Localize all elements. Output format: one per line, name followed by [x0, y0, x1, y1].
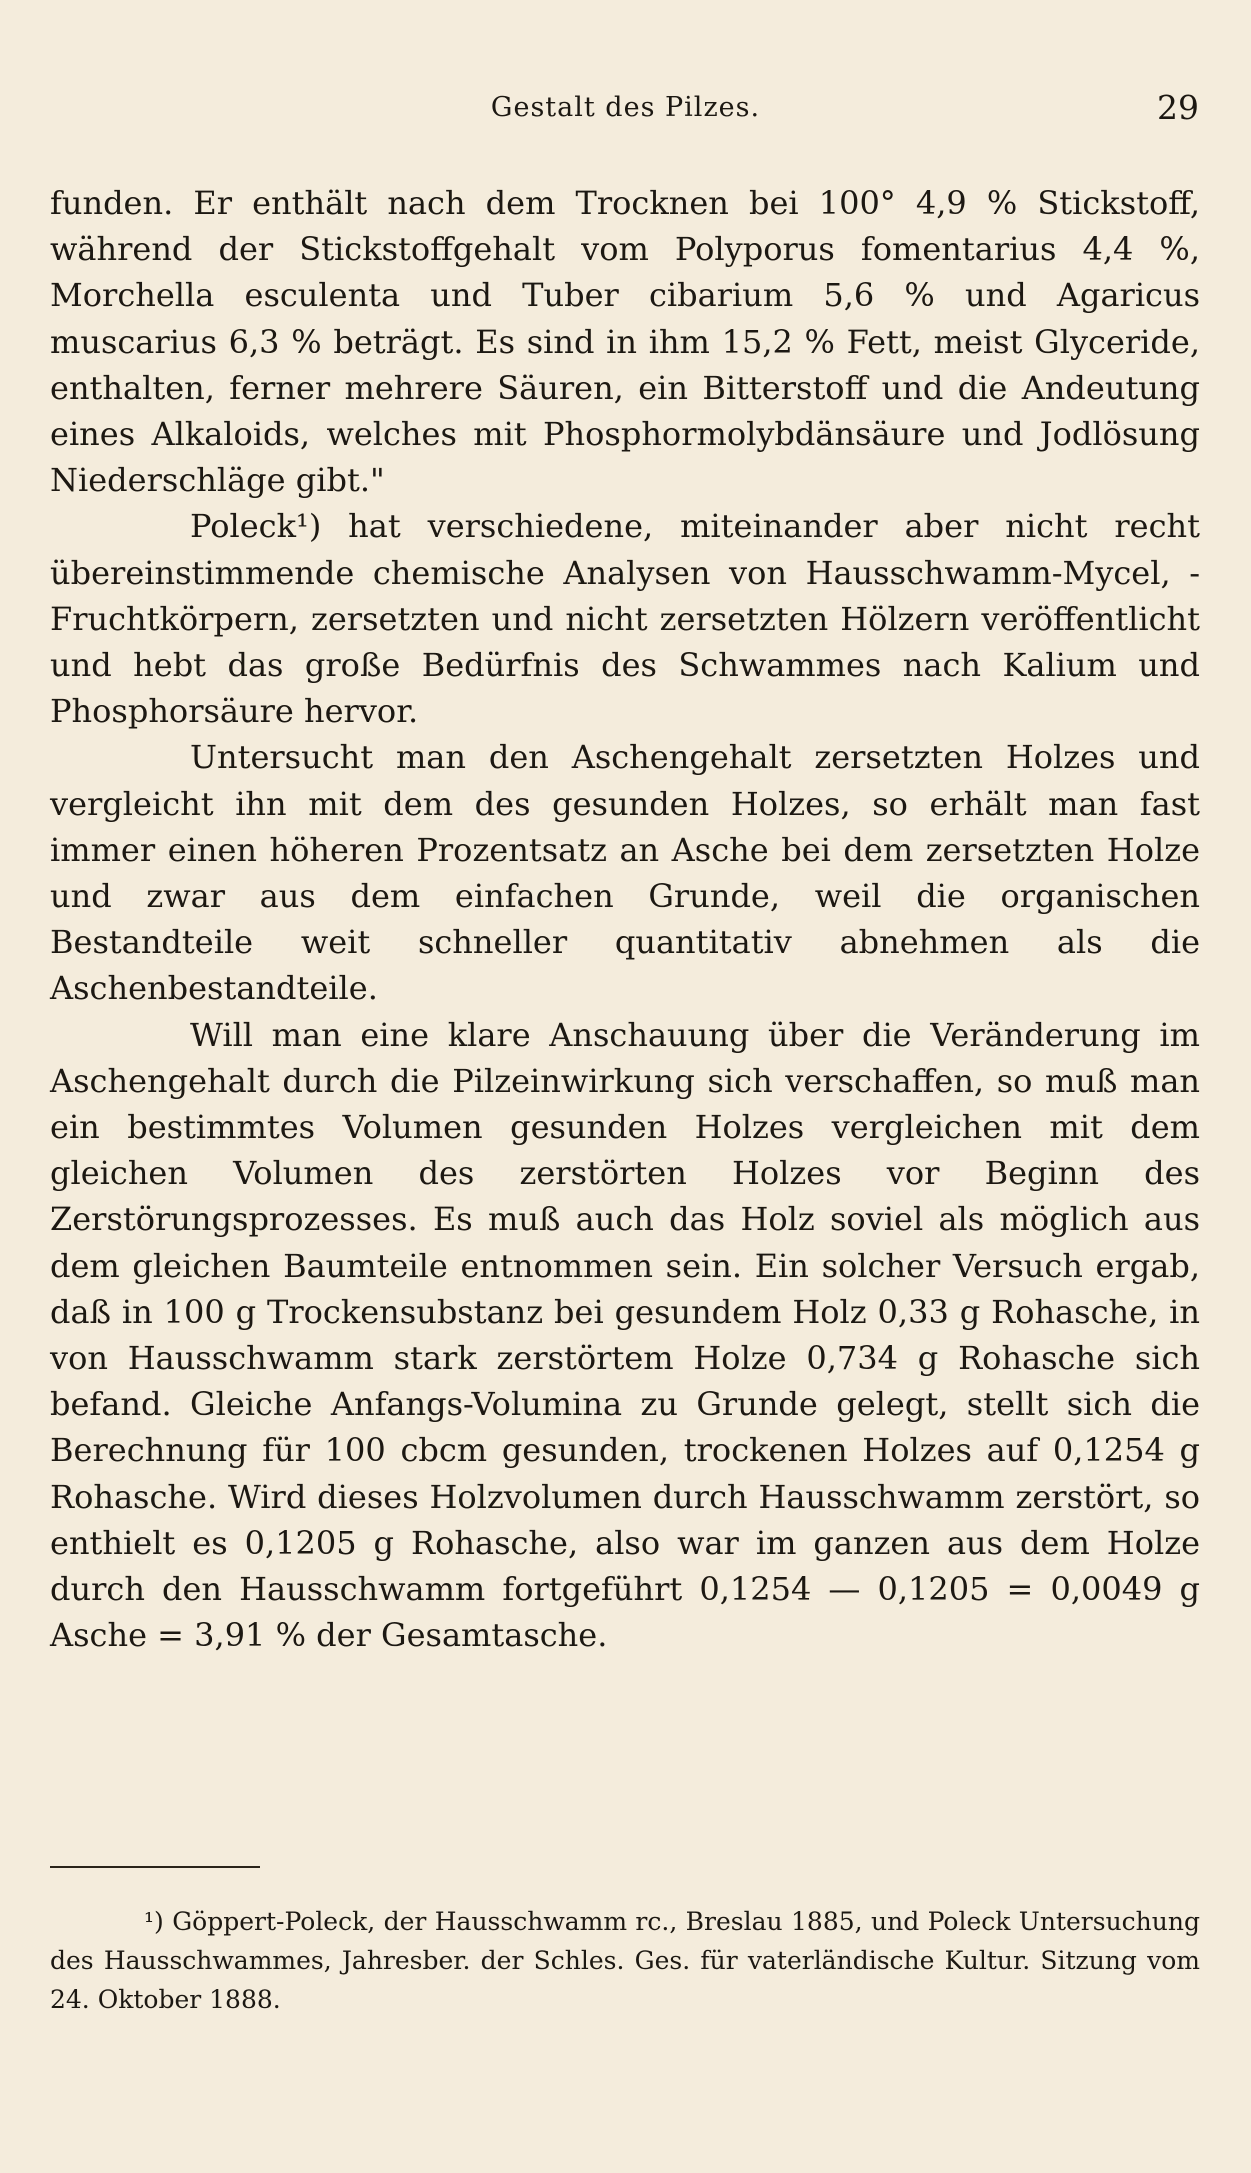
paragraph-2: Poleck¹) hat verschiedene, miteinander aber nicht recht übereinstimmende chemische Analysen von Hausschwamm-Mycel, -Fruchtkörpern, zersetzten und nicht zersetzten Hölzern veröffentlicht und hebt das große Bedürfnis des Schwammes nach Kalium und Phosphorsäure hervor.: [50, 507, 1200, 731]
footnote-marker: ¹): [144, 1907, 164, 1936]
footnote: [50, 1902, 1200, 2019]
page-header: [0, 88, 1251, 142]
paragraph-1: funden. Er enthält nach dem Trocknen bei 100° 4,9 % Stickstoff, während der Stickstoffgehalt vom Polyporus fomentarius 4,4 %, Morchella esculenta und Tuber cibarium 5,6 % und Agaricus muscarius 6,3 % beträgt. Es sind in ihm 15,2 % Fett, meist Glyceride, enthalten, ferner mehrere Säuren, ein Bitterstoff und die Andeutung eines Alkaloids, welches mit Phosphormolybdänsäure und Jodlösung Niederschläge gibt.": [50, 184, 1200, 500]
paragraph-3: Untersucht man den Aschengehalt zersetzten Holzes und vergleicht ihn mit dem des gesunden Holzes, so erhält man fast immer einen höheren Prozentsatz an Asche bei dem zersetzten Holze und zwar aus dem einfachen Grunde, weil die organischen Bestandteile weit schneller quantitativ abnehmen als die Aschenbestandteile.: [50, 738, 1200, 1008]
paragraph-4: Will man eine klare Anschauung über die Veränderung im Aschengehalt durch die Pilzeinwirkung sich verschaffen, so muß man ein bestimmtes Volumen gesunden Holzes vergleichen mit dem gleichen Volumen des zerstörten Holzes vor Beginn des Zerstörungsprozesses. Es muß auch das Holz soviel als möglich aus dem gleichen Baumteile entnommen sein. Ein solcher Versuch ergab, daß in 100 g Trockensubstanz bei gesundem Holz 0,33 g Rohasche, in von Hausschwamm stark zerstörtem Holze 0,734 g Rohasche sich befand. Gleiche Anfangs-Volumina zu Grunde gelegt, stellt sich die Berechnung für 100 cbcm gesunden, trockenen Holzes auf 0,1254 g Rohasche. Wird dieses Holzvolumen durch Hausschwamm zerstört, so enthielt es 0,1205 g Rohasche, also war im ganzen aus dem Holze durch den Hausschwamm fortgeführt 0,1254 — 0,1205 = 0,0049 g Asche = 3,91 % der Gesamtasche.: [50, 1015, 1200, 1655]
footnote-text: Göppert-Poleck, der Hausschwamm rc., Breslau 1885, und Poleck Untersuchung des Hausschwammes, Jahresber. der Schles. Ges. für vaterländische Kultur. Sitzung vom 24. Oktober 1888.: [50, 1907, 1200, 2014]
body-text: [50, 180, 1200, 1659]
page-number: 29: [1157, 88, 1199, 127]
running-title: Gestalt des Pilzes.: [490, 92, 761, 123]
footnote-divider: [50, 1866, 260, 1868]
